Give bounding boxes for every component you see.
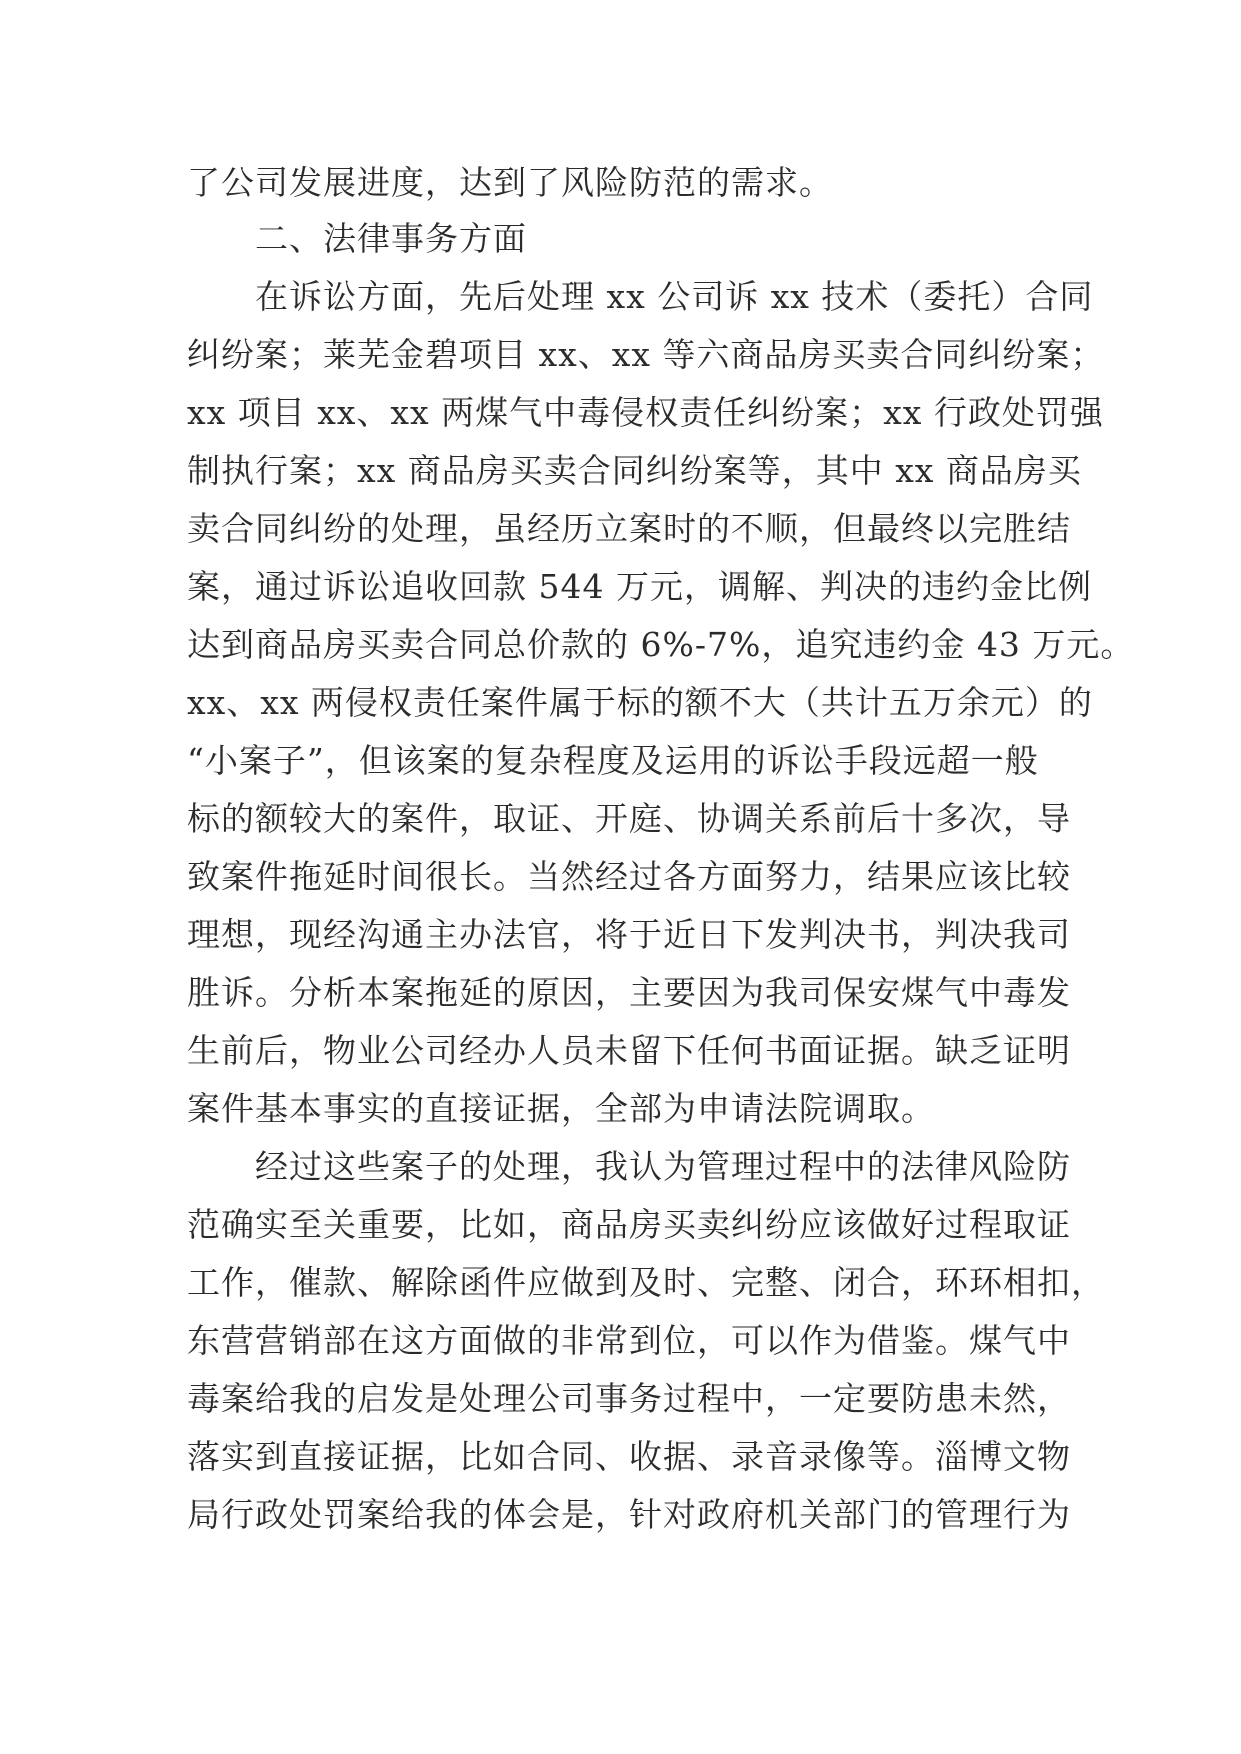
body-text [187,155,1135,1544]
section-heading: 二、法律事务方面 [187,219,527,258]
text-line: 局行政处罚案给我的体会是，针对政府机关部门的管理行为 [187,1495,1071,1534]
text-line: xx 项目 xx、xx 两煤气中毒侵权责任纠纷案；xx 行政处罚强 [187,393,1104,432]
text-line: 致案件拖延时间很长。当然经过各方面努力，结果应该比较 [187,857,1071,896]
text-line: 东营营销部在这方面做的非常到位，可以作为借鉴。煤气中 [187,1321,1071,1360]
text-line: 理想，现经沟通主办法官，将于近日下发判决书，判决我司 [187,915,1071,954]
text-line: 生前后，物业公司经办人员未留下任何书面证据。缺乏证明 [187,1031,1071,1070]
text-line: 落实到直接证据，比如合同、收据、录音录像等。淄博文物 [187,1437,1071,1476]
text-line: 工作，催款、解除函件应做到及时、完整、闭合，环环相扣， [187,1263,1105,1302]
text-line: “小案子”，但该案的复杂程度及运用的诉讼手段远超一般 [187,741,1039,780]
text-line: 毒案给我的启发是处理公司事务过程中，一定要防患未然， [187,1379,1071,1418]
text-line: 经过这些案子的处理，我认为管理过程中的法律风险防 [187,1147,1071,1186]
text-line: 案，通过诉讼追收回款 544 万元，调解、判决的违约金比例 [187,567,1092,606]
text-line: xx、xx 两侵权责任案件属于标的额不大（共计五万余元）的 [187,683,1093,722]
text-line: 卖合同纠纷的处理，虽经历立案时的不顺，但最终以完胜结 [187,509,1071,548]
text-line: 达到商品房买卖合同总价款的 6%-7%，追究违约金 43 万元。 [187,625,1135,664]
text-line: 了公司发展进度，达到了风险防范的需求。 [187,163,833,202]
text-line: 标的额较大的案件，取证、开庭、协调关系前后十多次，导 [187,799,1071,838]
text-line: 案件基本事实的直接证据，全部为申请法院调取。 [187,1089,935,1128]
text-line: 在诉讼方面，先后处理 xx 公司诉 xx 技术（委托）合同 [187,277,1094,316]
text-line: 范确实至关重要，比如，商品房买卖纠纷应该做好过程取证 [187,1205,1071,1244]
text-line: 胜诉。分析本案拖延的原因，主要因为我司保安煤气中毒发 [187,973,1071,1012]
text-line: 纠纷案；莱芜金碧项目 xx、xx 等六商品房买卖合同纠纷案； [187,335,1105,374]
text-line: 制执行案；xx 商品房买卖合同纠纷案等，其中 xx 商品房买 [187,451,1082,490]
